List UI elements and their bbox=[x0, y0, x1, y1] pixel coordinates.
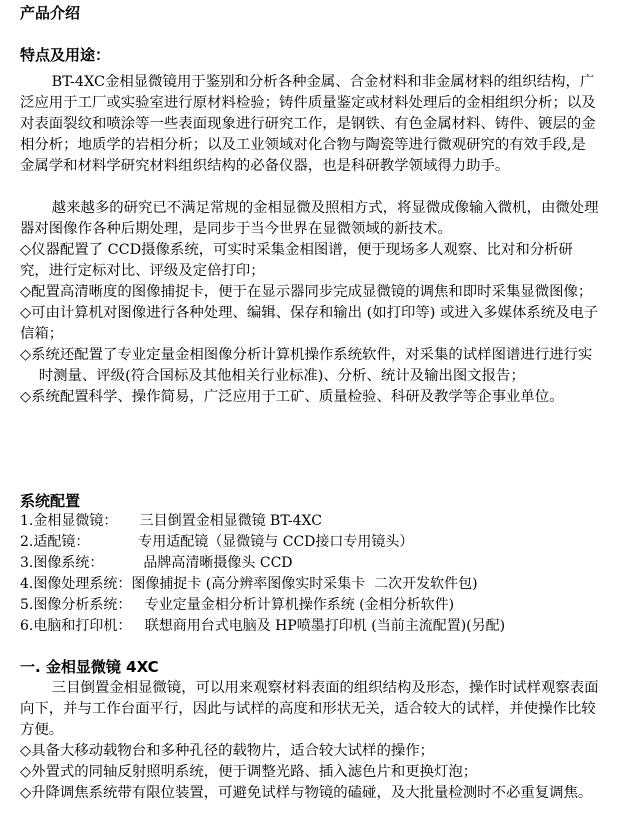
config-item: 1.金相显微镜： 三目倒置金相显微镜 BT-4XC bbox=[20, 513, 322, 529]
list-item: ◇配置高清晰度的图像捕捉卡，便于在显示器同步完成显微镜的调焦和即时采集显微图像； bbox=[20, 284, 593, 300]
intro-paragraph-1: BT-4XC金相显微镜用于鉴别和分析各种金属、合金材料和非金属材料的组织结构，广泛应用于工厂或实验室进行原材料检验；铸件质量鉴定或材料处理后的金相组织分析；以及对表面裂纹和喷涂等一些表面现象进行研究工作，是钢铁、有色金属材料、铸件、镀层的金相分析；地质学的岩相分析；以及工业领域对化合物与陶瓷等进行微观研究的有效手段,是金属学和材料学研究材料组织结构的必备仪器，也是科研教学领域得力助手。 bbox=[20, 74, 596, 174]
config-item: 6.电脑和打印机： 联想商用台式电脑及 HP喷墨打印机 (当前主流配置)(另配) bbox=[20, 618, 506, 634]
list-item: ◇系统配置科学、操作简易，广泛应用于工矿、质量检验、科研及教学等企事业单位。 bbox=[20, 389, 564, 405]
config-item: 2.适配镜： 专用适配镜（显微镜与 CCD接口专用镜头） bbox=[20, 534, 414, 550]
section-heading: 一. 金相显微镜 4XC bbox=[20, 658, 159, 676]
config-list bbox=[20, 511, 620, 637]
list-item: ◇仪器配置了 CCD摄像系统，可实时采集金相图谱，便于现场多人观察、比对和分析研究，进行定标对比、评级及定倍打印； bbox=[20, 242, 573, 279]
config-item: 3.图像系统： 品牌高清晰摄像头 CCD bbox=[20, 555, 293, 571]
list-item: ◇系统还配置了专业定量金相图像分析计算机操作系统软件，对采集的试样图谱进行进行实时测量、评级(符合国标及其他相关行业标准)、分析、统计及输出图文报告； bbox=[20, 347, 593, 384]
config-item: 5.图像分析系统： 专业定量金相分析计算机操作系统 (金相分析软件) bbox=[20, 597, 455, 613]
section-feature-list bbox=[20, 741, 600, 804]
features-heading: 特点及用途： bbox=[20, 46, 111, 64]
page-title: 产品介绍 bbox=[20, 4, 81, 22]
feature-list bbox=[20, 240, 600, 408]
list-item: ◇外置式的同轴反射照明系统，便于调整光路、插入滤色片和更换灯泡； bbox=[20, 764, 478, 780]
intro-paragraph-2: 越来越多的研究已不满足常规的金相显微及照相方式，将显微成像输入微机，由微处理器对图像作各种后期处理，是同步于当今世界在显微领域的新技术。 bbox=[20, 200, 599, 237]
config-item: 4.图像处理系统：图像捕捉卡 (高分辨率图像实时采集卡 二次开发软件包) bbox=[20, 576, 478, 592]
list-item: ◇升降调焦系统带有限位装置，可避免试样与物镜的磕碰，及大批量检测时不必重复调焦。 bbox=[20, 785, 593, 801]
list-item: ◇可由计算机对图像进行各种处理、编辑、保存和输出 (如打印等) 或进入多媒体系统及电子信箱； bbox=[20, 305, 599, 342]
config-heading: 系统配置 bbox=[20, 492, 81, 510]
section-intro: 三目倒置金相显微镜，可以用来观察材料表面的组织结构及形态，操作时试样观察表面向下，并与工作台面平行，因此与试样的高度和形状无关，适合较大的试样，并使操作比较方便。 bbox=[20, 680, 599, 738]
list-item: ◇具备大移动载物台和多种孔径的载物片，适合较大试样的操作； bbox=[20, 743, 435, 759]
